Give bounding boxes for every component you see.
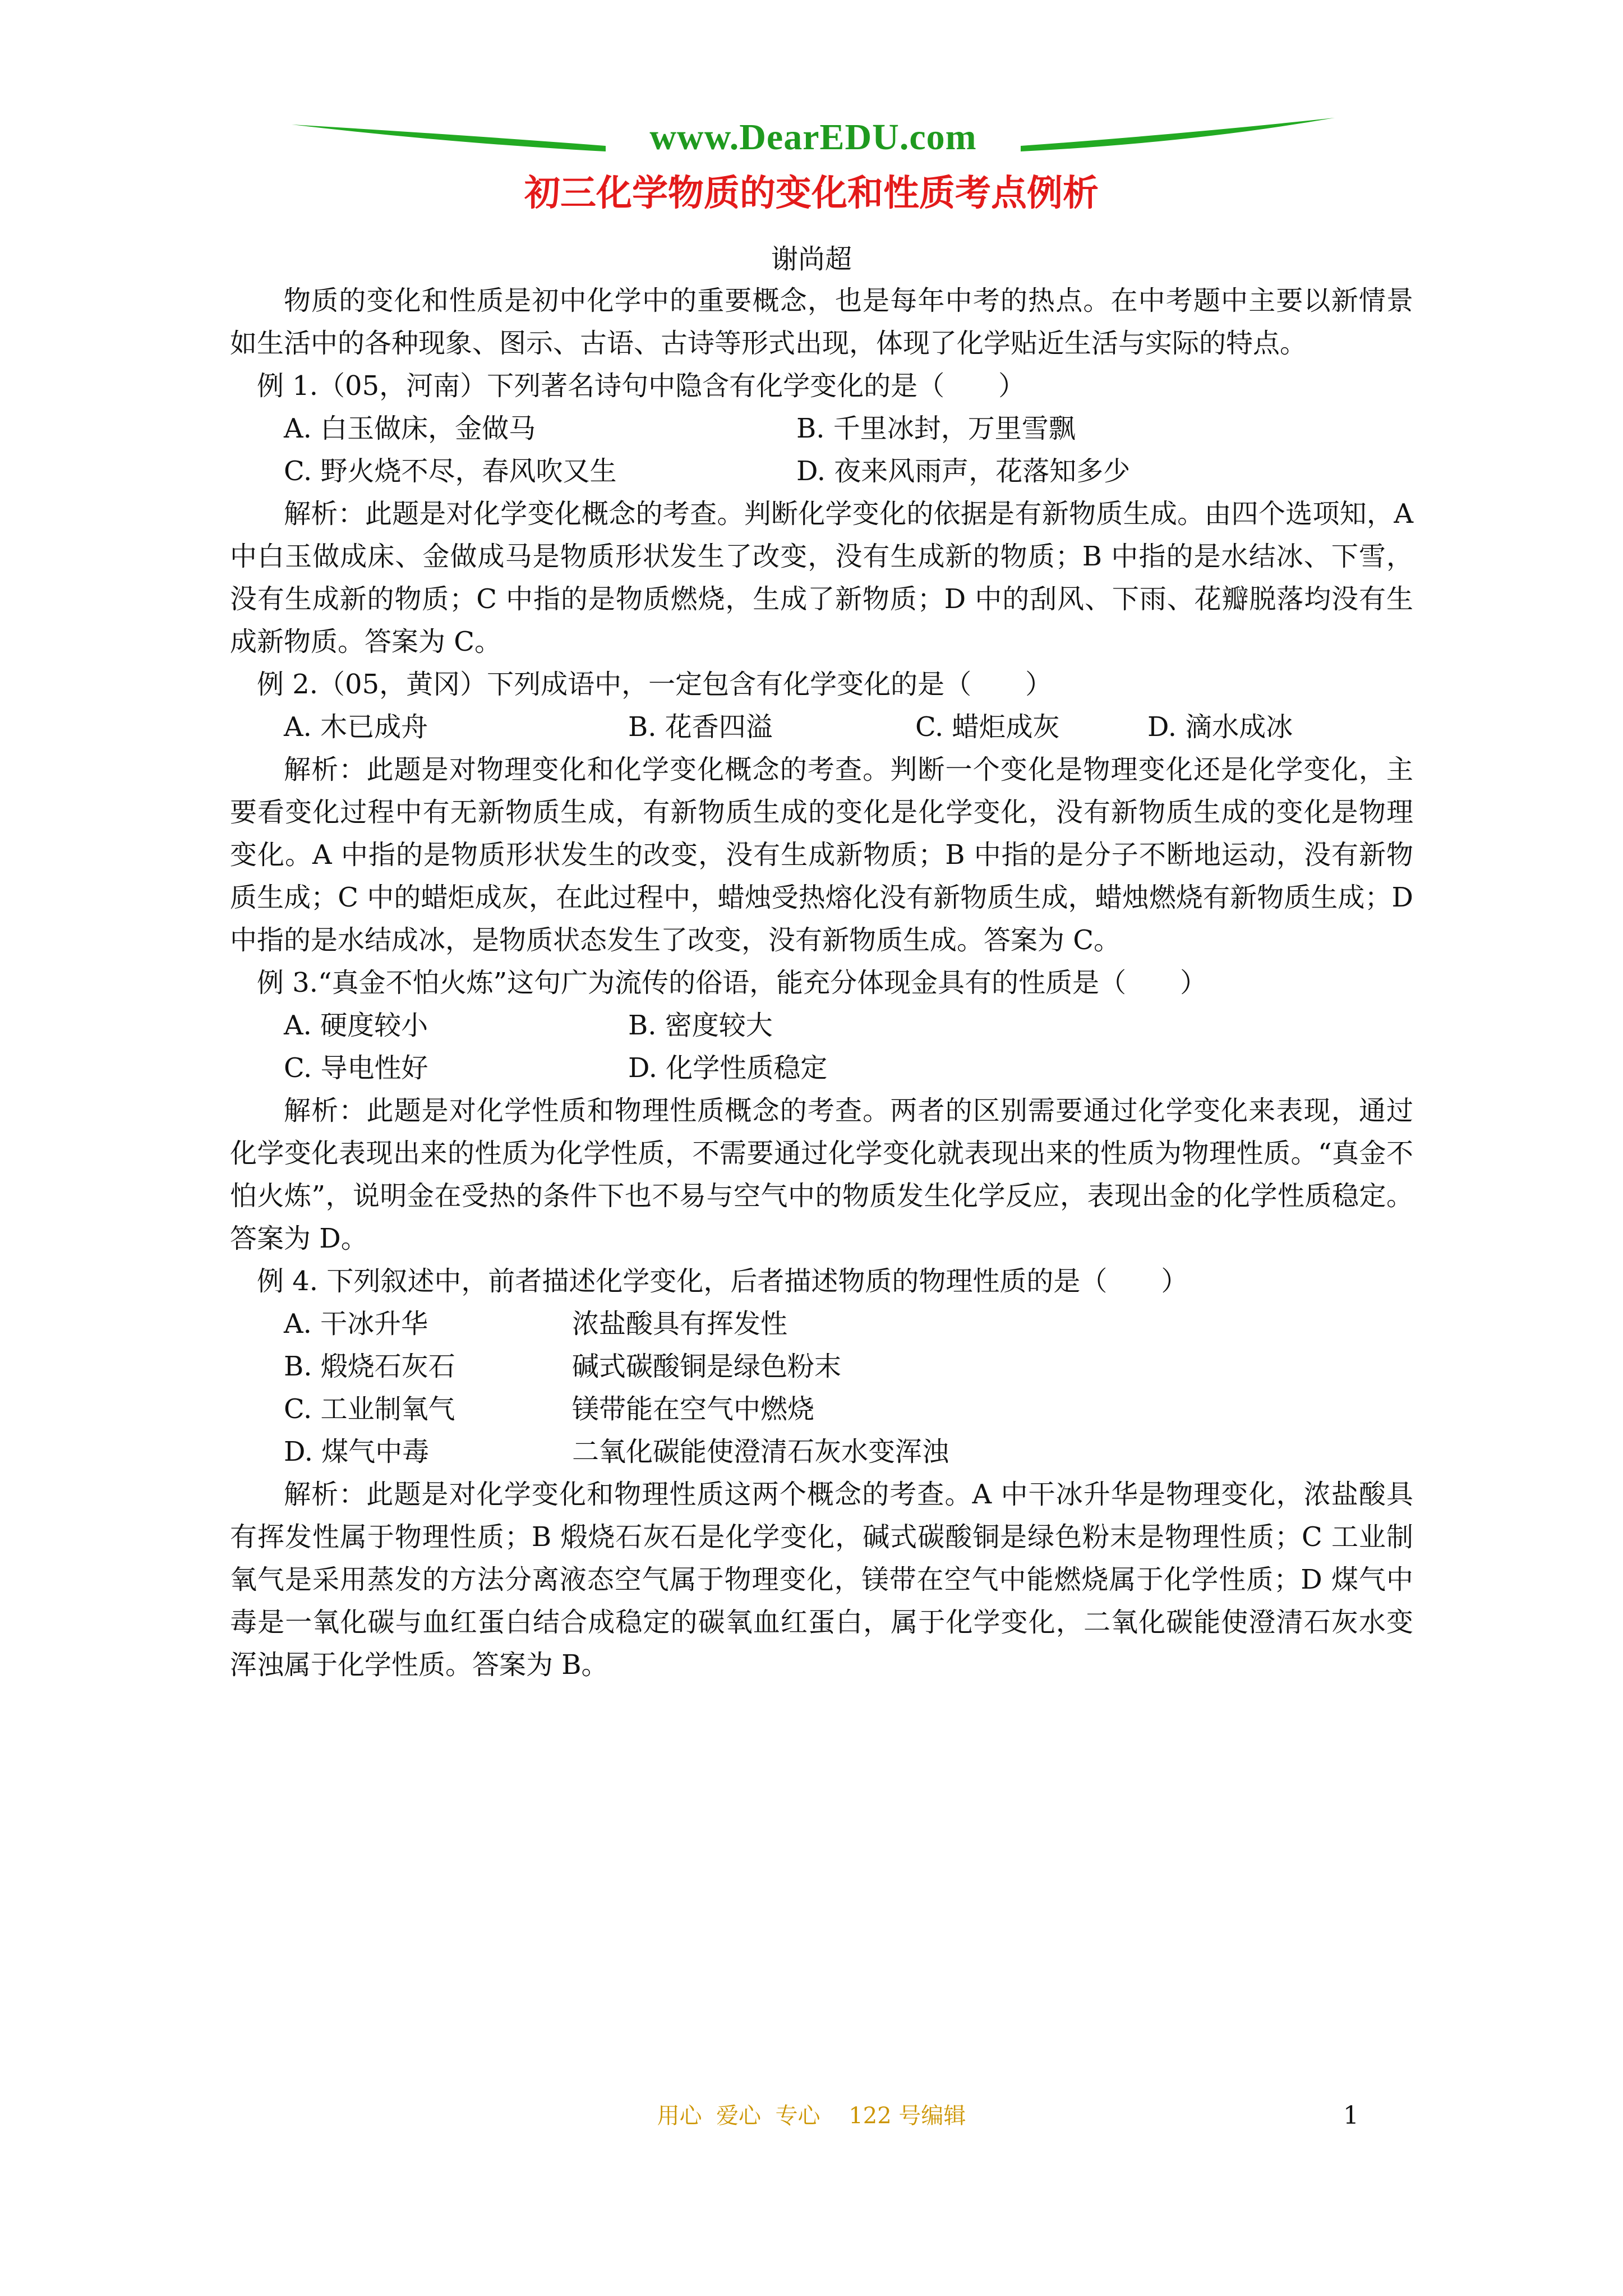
example-4-option-d-detail: 二氧化碳能使澄清石灰水变浑浊 (572, 1436, 949, 1467)
example-4-option-b-detail: 碱式碳酸铜是绿色粉末 (572, 1351, 842, 1382)
example-1-option-b: B. 千里冰封，万里雪飘 (796, 413, 1076, 444)
example-2-option-b: B. 花香四溢 (628, 711, 773, 743)
example-4-option-c-detail: 镁带能在空气中燃烧 (572, 1393, 815, 1425)
example-2-question: 例 2.（05，黄冈）下列成语中，一定包含有化学变化的是（ ） (257, 669, 1053, 700)
example-1-options-row-1 (230, 407, 1413, 450)
example-2-options-row (230, 706, 1413, 748)
example-2-option-d: D. 滴水成冰 (1147, 711, 1293, 743)
document-title: 初三化学物质的变化和性质考点例析 (524, 172, 1099, 214)
example-4-analysis: 解析：此题是对化学变化和物理性质这两个概念的考查。A 中干冰升华是物理变化，浓盐酸具有挥发性属于物理性质；B 煅烧石灰石是化学变化，碱式碳酸铜是绿色粉末是物理性质；C 工业制氧气是采用蒸发的方法分离液态空气属于物理变化，镁带在空气中能燃烧属于化学性质；D 煤气中毒是一氧化碳与血红蛋白结合成稳定的碳氧血红蛋白，属于化学变化，二氧化碳能使澄清石灰水变浑浊属于化学性质。答案为 B。 (230, 1479, 1413, 1681)
example-3-analysis: 解析：此题是对化学性质和物理性质概念的考查。两者的区别需要通过化学变化来表现，通过化学变化表现出来的性质为化学性质，不需要通过化学变化就表现出来的性质为物理性质。“真金不怕火炼”，说明金在受热的条件下也不易与空气中的物质发生化学反应，表现出金的化学性质稳定。答案为 D。 (230, 1095, 1413, 1254)
example-3-options-row-1 (230, 1004, 1413, 1047)
example-1-option-a: A. 白玉做床，金做马 (284, 413, 536, 444)
example-3-option-b: B. 密度较大 (628, 1010, 773, 1041)
example-3-options-row-2 (230, 1047, 1413, 1089)
page-number: 1 (1343, 2101, 1359, 2130)
example-1-question: 例 1.（05，河南）下列著名诗句中隐含有化学变化的是（ ） (257, 370, 1026, 402)
example-2-option-a: A. 木已成舟 (284, 711, 428, 743)
example-4-option-a-label: A. 干冰升华 (284, 1308, 428, 1340)
example-1-options-row-2 (230, 450, 1413, 493)
example-3-option-a: A. 硬度较小 (284, 1010, 428, 1041)
example-2-option-c: C. 蜡炬成灰 (915, 711, 1060, 743)
example-1-option-d: D. 夜来风雨声，花落知多少 (796, 455, 1131, 487)
example-4-option-b-row (230, 1345, 1413, 1388)
example-4-option-a-row (230, 1303, 1413, 1345)
example-2-analysis: 解析：此题是对物理变化和化学变化概念的考查。判断一个变化是物理变化还是化学变化，主要看变化过程中有无新物质生成，有新物质生成的变化是化学变化，没有新物质生成的变化是物理变化。A 中指的是物质形状发生的改变，没有生成新物质；B 中指的是分子不断地运动，没有新物质生成；C 中的蜡炬成灰，在此过程中，蜡烛受热熔化没有新物质生成，蜡烛燃烧有新物质生成；D 中指的是水结成冰，是物质状态发生了改变，没有新物质生成。答案为 C。 (230, 754, 1413, 956)
example-3-option-c: C. 导电性好 (284, 1052, 428, 1084)
example-3-question: 例 3.“真金不怕火炼”这句广为流传的俗语，能充分体现金具有的性质是（ ） (257, 967, 1207, 999)
example-4-option-a-detail: 浓盐酸具有挥发性 (572, 1308, 788, 1340)
example-4-question: 例 4. 下列叙述中，前者描述化学变化，后者描述物质的物理性质的是（ ） (257, 1266, 1188, 1297)
site-brand-name: www.DearEDU.com (649, 117, 977, 158)
example-1-option-c: C. 野火烧不尽，春风吹又生 (284, 455, 617, 487)
article-body (230, 279, 1413, 1686)
example-3-option-d: D. 化学性质稳定 (628, 1052, 828, 1084)
example-4-option-c-row (230, 1388, 1413, 1430)
example-4-option-c-label: C. 工业制氧气 (284, 1393, 455, 1425)
example-1-analysis: 解析：此题是对化学变化概念的考查。判断化学变化的依据是有新物质生成。由四个选项知，A 中白玉做成床、金做成马是物质形状发生了改变，没有生成新的物质；B 中指的是水结冰、下雪，没有生成新的物质；C 中指的是物质燃烧，生成了新物质；D 中的刮风、下雨、花瓣脱落均没有生成新物质。答案为 C。 (230, 498, 1413, 657)
example-4-option-d-row (230, 1430, 1413, 1473)
example-4-option-b-label: B. 煅烧石灰石 (284, 1351, 455, 1382)
author-name: 谢尚超 (771, 243, 852, 275)
example-4-option-d-label: D. 煤气中毒 (284, 1436, 430, 1467)
footer-slogan: 用心 爱心 专心 122 号编辑 (657, 2103, 966, 2129)
intro-paragraph: 物质的变化和性质是初中化学中的重要概念，也是每年中考的热点。在中考题中主要以新情景如生活中的各种现象、图示、古语、古诗等形式出现，体现了化学贴近生活与实际的特点。 (230, 285, 1413, 359)
